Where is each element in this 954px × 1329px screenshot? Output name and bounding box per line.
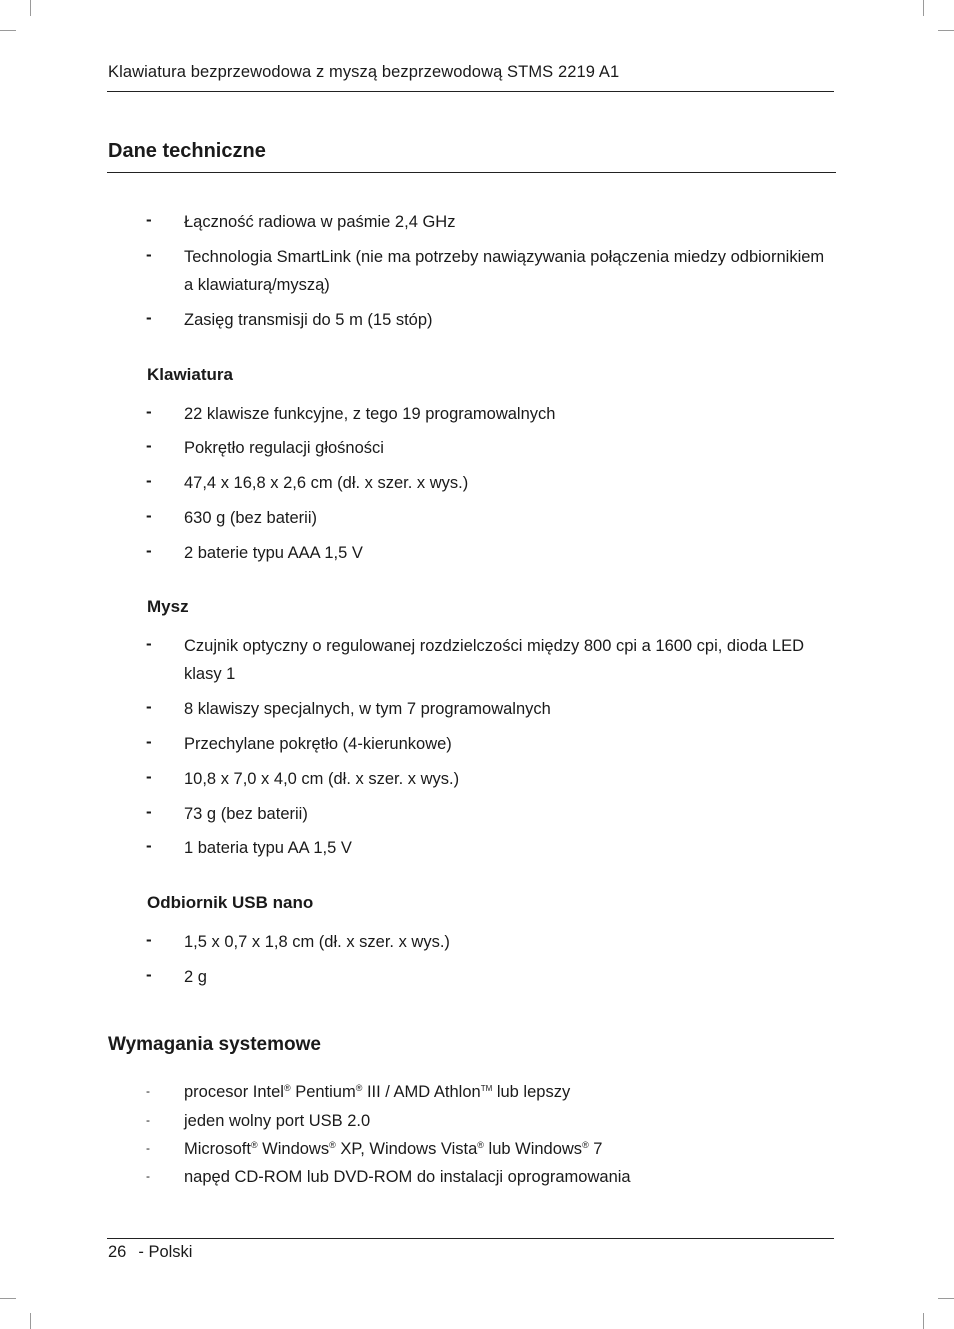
crop-mark — [938, 30, 954, 31]
bullet-dash: - — [146, 436, 152, 455]
bullet-dash: - — [146, 1084, 150, 1098]
bullet-dash: - — [146, 802, 152, 821]
crop-mark — [30, 0, 31, 16]
bullet-dash: - — [146, 965, 152, 984]
section-title-wymagania: Wymagania systemowe — [108, 1034, 321, 1055]
crop-mark — [923, 1313, 924, 1329]
bullet-dash: - — [146, 634, 152, 653]
crop-mark — [0, 1298, 16, 1299]
footer-language: - Polski — [138, 1243, 193, 1261]
subsection-title-mysz: Mysz — [147, 597, 189, 616]
bullet-dash: - — [146, 245, 152, 264]
bullet-dash: - — [146, 210, 152, 229]
subsection-title-odbiornik-usb: Odbiornik USB nano — [147, 893, 314, 912]
bullet-dash: - — [146, 930, 152, 949]
crop-mark — [30, 1313, 31, 1329]
subsection-title-klawiatura: Klawiatura — [147, 365, 233, 384]
bullet-dash: - — [146, 732, 152, 751]
bullet-dash: - — [146, 506, 152, 525]
bullet-dash: - — [146, 471, 152, 490]
bullet-dash: - — [146, 402, 152, 421]
bullet-dash: - — [146, 697, 152, 716]
page-number: 26 — [108, 1243, 127, 1261]
section-title-dane-techniczne: Dane techniczne — [108, 140, 266, 162]
bullet-dash: - — [146, 1141, 150, 1155]
bullet-dash: - — [146, 1113, 150, 1127]
bullet-dash: - — [146, 541, 152, 560]
running-header: Klawiatura bezprzewodowa z myszą bezprzewodową STMS 2219 A1 — [108, 63, 620, 81]
crop-mark — [923, 0, 924, 16]
section-rule — [107, 172, 836, 173]
page-footer — [108, 1243, 192, 1262]
bullet-dash: - — [146, 836, 152, 855]
footer-rule — [107, 1238, 834, 1239]
crop-mark — [0, 30, 16, 31]
bullet-dash: - — [146, 767, 152, 786]
bullet-dash: - — [146, 1169, 150, 1183]
header-rule — [107, 91, 834, 92]
crop-mark — [938, 1298, 954, 1299]
bullet-dash: - — [146, 308, 152, 327]
